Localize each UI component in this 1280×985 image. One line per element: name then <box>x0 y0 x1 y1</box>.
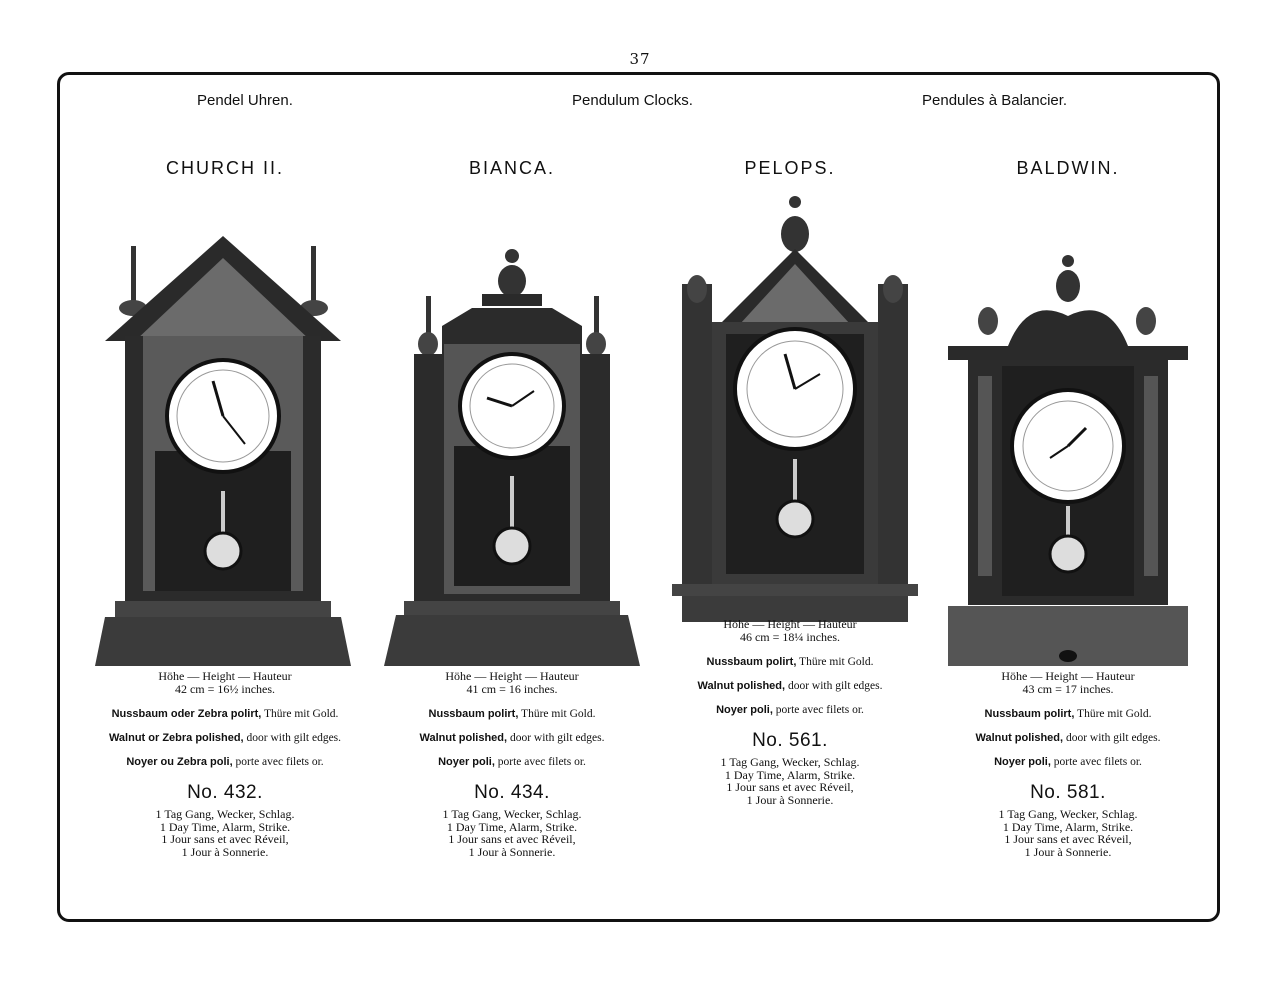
function-line: 1 Day Time, Alarm, Strike. <box>724 767 856 782</box>
finish-en-bold: Walnut polished, <box>697 680 786 692</box>
finish-de: Thüre mit Gold. <box>1074 708 1152 720</box>
function-line: 1 Jour sans et avec Réveil, <box>726 780 854 794</box>
finish-fr: porte avec filets or. <box>494 756 586 768</box>
church-clock-illustration <box>95 236 355 666</box>
clock-column-baldwin <box>928 150 1208 870</box>
function-list <box>85 808 365 858</box>
finish-description <box>928 708 1208 768</box>
finish-de-bold: Nussbaum oder Zebra polirt, <box>111 708 262 720</box>
model-number: No. 434. <box>474 782 550 803</box>
function-list <box>650 756 930 806</box>
height-label: Höhe — Height — Hauteur <box>1001 669 1135 683</box>
baldwin-clock-illustration <box>938 236 1198 666</box>
finish-en-bold: Walnut polished, <box>975 732 1064 744</box>
finish-fr-bold: Noyer poli, <box>716 704 773 716</box>
height-info <box>928 670 1208 696</box>
function-line: 1 Tag Gang, Wecker, Schlag. <box>720 755 860 769</box>
height-info <box>372 670 652 696</box>
finish-en-bold: Walnut polished, <box>419 732 508 744</box>
height-info <box>85 670 365 696</box>
height-value: 41 cm = 16 inches. <box>466 682 558 696</box>
finish-de-bold: Nussbaum polirt, <box>984 708 1075 720</box>
function-line: 1 Tag Gang, Wecker, Schlag. <box>155 807 295 821</box>
clock-column-bianca <box>372 150 652 870</box>
bianca-clock-illustration <box>382 236 642 666</box>
model-number: No. 432. <box>187 782 263 803</box>
function-line: 1 Jour à Sonnerie. <box>181 844 269 859</box>
finish-en: door with gilt edges. <box>507 732 605 744</box>
finish-en: door with gilt edges. <box>243 732 342 744</box>
function-line: 1 Day Time, Alarm, Strike. <box>159 819 291 834</box>
clock-column-pelops <box>650 150 930 870</box>
function-line: 1 Tag Gang, Wecker, Schlag. <box>442 807 582 821</box>
finish-fr-bold: Noyer poli, <box>438 756 495 768</box>
clock-name: CHURCH II. <box>166 158 284 178</box>
finish-en: door with gilt edges. <box>1063 732 1161 744</box>
height-value: 46 cm = 18¼ inches. <box>739 630 841 644</box>
finish-fr: porte avec filets or. <box>1050 756 1142 768</box>
function-line: 1 Tag Gang, Wecker, Schlag. <box>998 807 1138 821</box>
clock-column-church <box>85 150 365 870</box>
header-english: Pendulum Clocks. <box>572 92 693 109</box>
finish-de: Thüre mit Gold. <box>261 708 339 720</box>
function-line: 1 Jour sans et avec Réveil, <box>161 832 289 846</box>
function-line: 1 Jour à Sonnerie. <box>468 844 556 859</box>
function-list <box>372 808 652 858</box>
finish-fr-bold: Noyer ou Zebra poli, <box>126 756 233 768</box>
finish-en: door with gilt edges. <box>785 680 883 692</box>
header-german: Pendel Uhren. <box>197 92 293 109</box>
page-number: 37 <box>629 50 651 68</box>
function-line: 1 Jour sans et avec Réveil, <box>448 832 576 846</box>
finish-de: Thüre mit Gold. <box>796 656 874 668</box>
function-line: 1 Jour à Sonnerie. <box>746 792 834 807</box>
finish-fr: porte avec filets or. <box>232 756 324 768</box>
model-number: No. 581. <box>1030 782 1106 803</box>
function-line: 1 Jour sans et avec Réveil, <box>1004 832 1132 846</box>
function-list <box>928 808 1208 858</box>
finish-de: Thüre mit Gold. <box>518 708 596 720</box>
finish-description <box>650 656 930 716</box>
height-label: Höhe — Height — Hauteur <box>445 669 579 683</box>
finish-fr: porte avec filets or. <box>772 704 864 716</box>
height-value: 43 cm = 17 inches. <box>1022 682 1114 696</box>
height-label: Höhe — Height — Hauteur <box>723 617 857 631</box>
model-number: No. 561. <box>752 730 828 751</box>
function-line: 1 Day Time, Alarm, Strike. <box>446 819 578 834</box>
finish-description <box>85 708 365 768</box>
height-value: 42 cm = 16½ inches. <box>174 682 276 696</box>
header-french: Pendules à Balancier. <box>922 92 1068 109</box>
finish-en-bold: Walnut or Zebra polished, <box>108 732 244 744</box>
finish-de-bold: Nussbaum polirt, <box>428 708 519 720</box>
finish-description <box>372 708 652 768</box>
pelops-clock-illustration <box>660 194 920 624</box>
page-header <box>0 92 1280 114</box>
function-line: 1 Day Time, Alarm, Strike. <box>1002 819 1134 834</box>
clock-name: BIANCA. <box>468 158 556 178</box>
finish-fr-bold: Noyer poli, <box>994 756 1051 768</box>
height-label: Höhe — Height — Hauteur <box>158 669 292 683</box>
finish-de-bold: Nussbaum polirt, <box>706 656 797 668</box>
function-line: 1 Jour à Sonnerie. <box>1024 844 1112 859</box>
clock-name: BALDWIN. <box>1016 158 1120 178</box>
clock-name: PELOPS. <box>744 158 836 178</box>
